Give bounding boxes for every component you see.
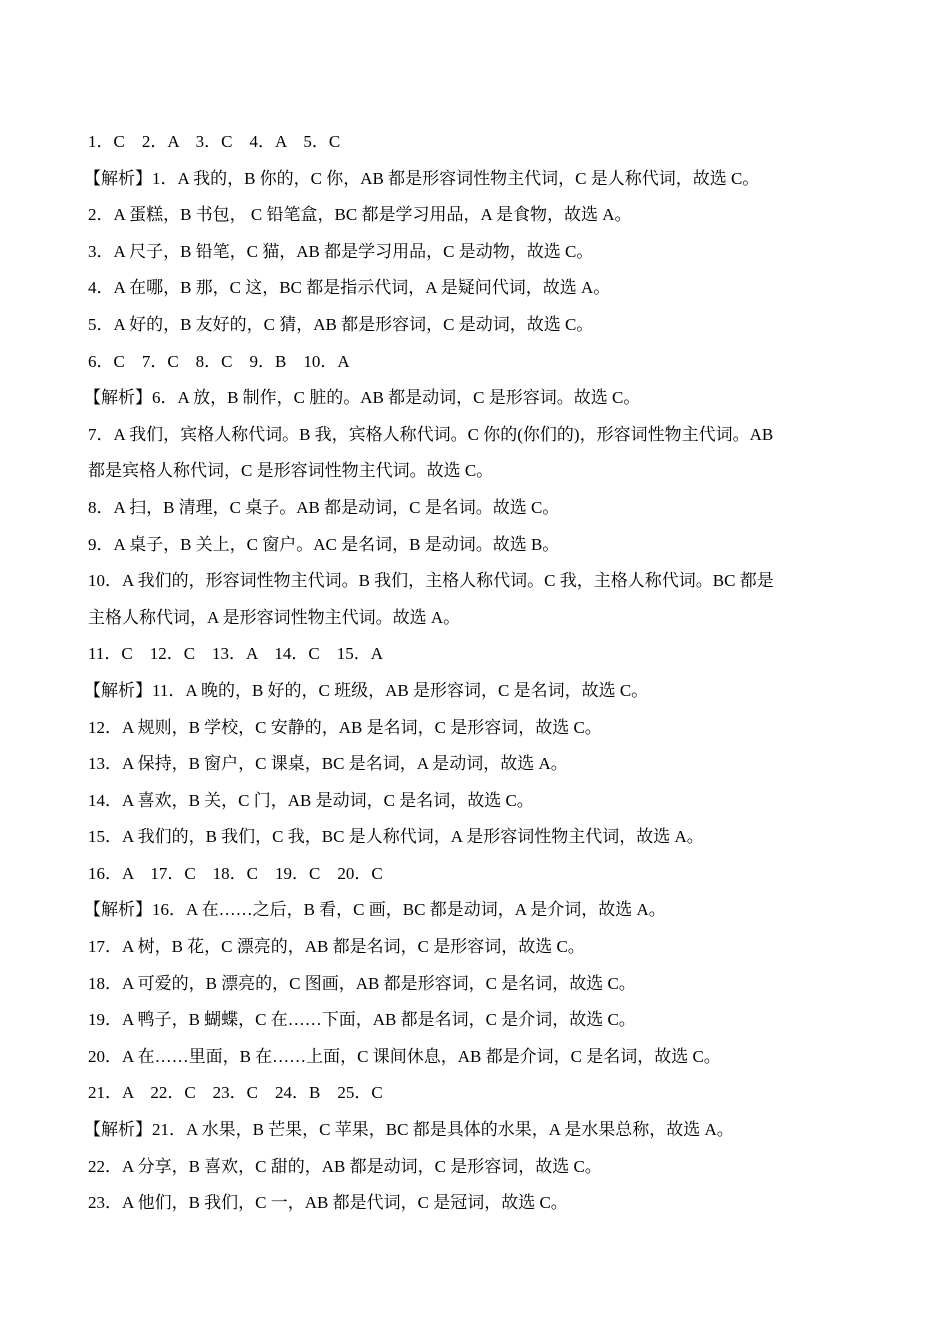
- explanation-line: 13．A 保持，B 窗户，C 课桌，BC 是名词，A 是动词，故选 A。: [88, 754, 568, 774]
- answer-key-line: 21．A 22．C 23．C 24．B 25．C: [88, 1083, 383, 1103]
- explanation-line: 主格人称代词，A 是形容词性物主代词。故选 A。: [88, 607, 461, 627]
- explanation-line: 12．A 规则，B 学校，C 安静的，AB 是名词，C 是形容词，故选 C。: [88, 717, 602, 737]
- explanation-line: 14．A 喜欢，B 关，C 门，AB 是动词，C 是名词，故选 C。: [88, 790, 534, 810]
- explanation-line: 20．A 在……里面，B 在……上面，C 课间休息，AB 都是介词，C 是名词，故选 C。: [88, 1046, 721, 1066]
- explanation-line: 18．A 可爱的，B 漂亮的，C 图画，AB 都是形容词，C 是名词，故选 C。: [88, 973, 636, 993]
- explanation-line: 8．A 扫，B 清理，C 桌子。AB 都是动词，C 是名词。故选 C。: [88, 497, 560, 517]
- analysis-line: 【解析】1．A 我的，B 你的，C 你，AB 都是形容词性物主代词，C 是人称代词，故选 C。: [84, 168, 760, 188]
- explanation-line: 3．A 尺子，B 铅笔，C 猫，AB 都是学习用品，C 是动物，故选 C。: [88, 241, 594, 261]
- explanation-line: 都是宾格人称代词，C 是形容词性物主代词。故选 C。: [88, 461, 494, 481]
- analysis-line: 【解析】11．A 晚的，B 好的，C 班级，AB 是形容词，C 是名词，故选 C。: [84, 680, 649, 700]
- analysis-line: 【解析】6．A 放，B 制作，C 脏的。AB 都是动词，C 是形容词。故选 C。: [84, 388, 641, 408]
- explanation-line: 4．A 在哪，B 那，C 这，BC 都是指示代词，A 是疑问代词，故选 A。: [88, 278, 611, 298]
- analysis-line: 【解析】16．A 在……之后，B 看，C 画，BC 都是动词，A 是介词，故选 A。: [84, 900, 666, 920]
- explanation-line: 2．A 蛋糕，B 书包， C 铅笔盒，BC 都是学习用品，A 是食物，故选 A。: [88, 205, 632, 225]
- explanation-line: 23．A 他们，B 我们，C 一，AB 都是代词，C 是冠词，故选 C。: [88, 1193, 568, 1213]
- explanation-line: 10．A 我们的，形容词性物主代词。B 我们，主格人称代词。C 我，主格人称代词。BC 都是: [88, 571, 774, 591]
- answer-key-line: 16．A 17．C 18．C 19．C 20．C: [88, 863, 383, 883]
- explanation-line: 22．A 分享，B 喜欢，C 甜的，AB 都是动词，C 是形容词，故选 C。: [88, 1156, 602, 1176]
- answer-key-line: 1．C 2．A 3．C 4．A 5．C: [88, 132, 341, 151]
- explanation-line: 7．A 我们，宾格人称代词。B 我，宾格人称代词。C 你的(你们的)，形容词性物主代词。AB: [88, 424, 774, 444]
- explanation-line: 19．A 鸭子，B 蝴蝶，C 在……下面，AB 都是名词，C 是介词，故选 C。: [88, 1010, 636, 1030]
- answer-key-line: 11．C 12．C 13．A 14．C 15．A: [88, 644, 384, 664]
- answer-key-line: 6．C 7．C 8．C 9．B 10．A: [88, 351, 350, 371]
- document-page: [84, 124, 868, 1222]
- explanation-line: 5．A 好的，B 友好的，C 猜，AB 都是形容词，C 是动词，故选 C。: [88, 314, 594, 334]
- analysis-line: 【解析】21．A 水果，B 芒果，C 苹果，BC 都是具体的水果，A 是水果总称，故选 A。: [84, 1120, 734, 1140]
- explanation-line: 9．A 桌子，B 关上，C 窗户。AC 是名词，B 是动词。故选 B。: [88, 534, 560, 554]
- explanation-line: 17．A 树，B 花，C 漂亮的，AB 都是名词，C 是形容词，故选 C。: [88, 937, 585, 957]
- explanation-line: 15．A 我们的，B 我们，C 我，BC 是人称代词，A 是形容词性物主代词，故选 A。: [88, 827, 704, 847]
